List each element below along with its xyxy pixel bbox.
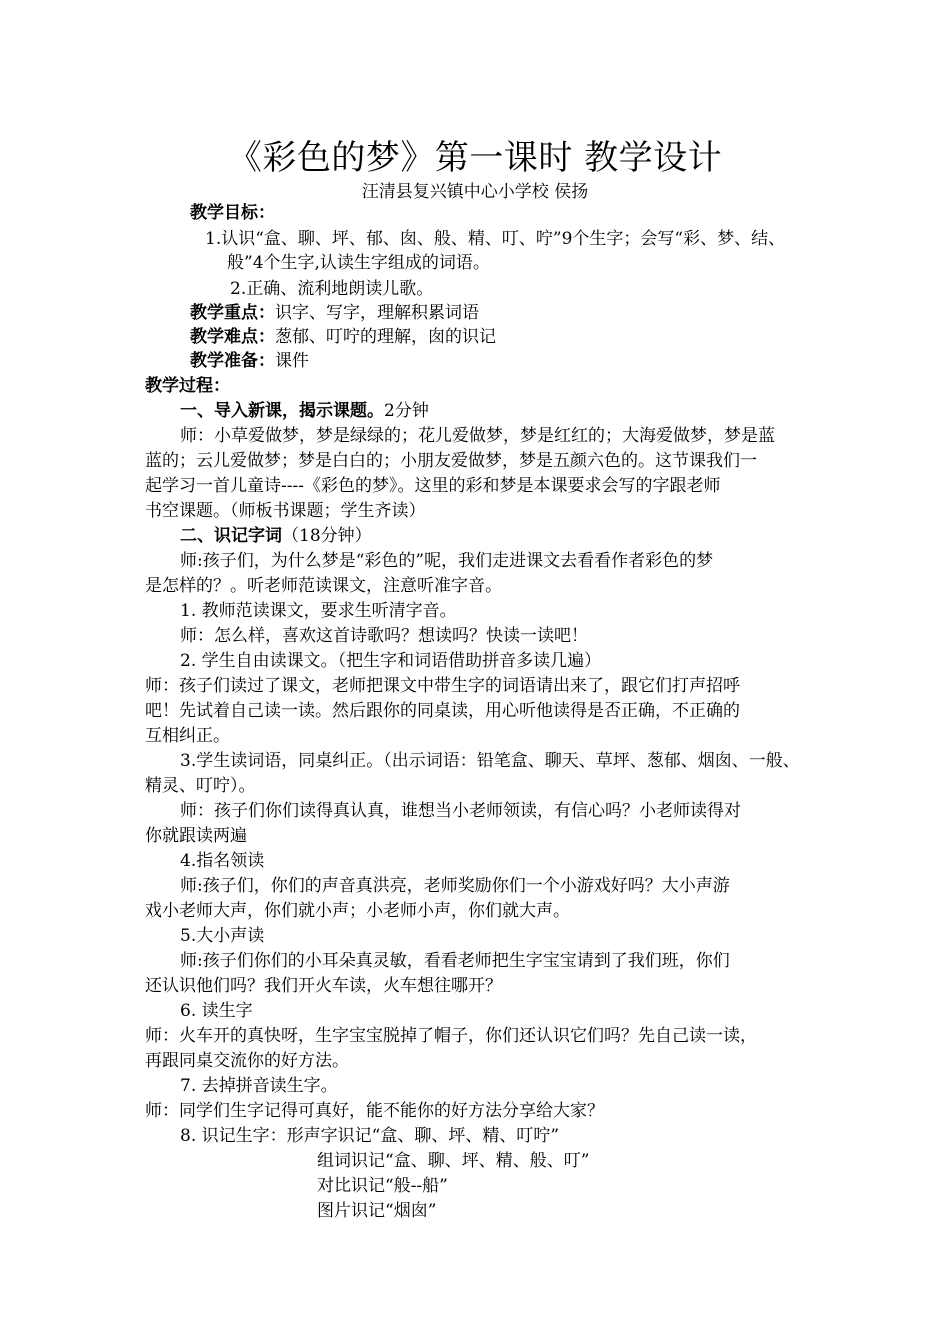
- paragraph-2-line-1: 师:孩子们，为什么梦是“彩色的”呢，我们走进课文去看看作者彩色的梦: [180, 551, 714, 571]
- preparation-text: 课件: [275, 351, 309, 371]
- paragraph-1-line-2: 蓝的；云儿爱做梦；梦是白白的；小朋友爱做梦，梦是五颜六色的。这节课我们一: [145, 451, 757, 471]
- section-1-heading-row: [180, 399, 429, 423]
- step-1-teacher: 师：怎么样，喜欢这首诗歌吗？想读吗？快读一读吧！: [180, 626, 588, 646]
- paragraph-7-line-2: 再跟同桌交流你的好方法。: [145, 1051, 349, 1071]
- section-1-time: 2分钟: [384, 401, 429, 421]
- preparation-row: [190, 349, 309, 373]
- paragraph-1-line-1: 师：小草爱做梦，梦是绿绿的；花儿爱做梦，梦是红红的；大海爱做梦，梦是蓝: [180, 426, 775, 446]
- section-2-heading-row: [180, 524, 372, 548]
- paragraph-6-line-1: 师:孩子们你们的小耳朵真灵敏，看看老师把生字宝宝请到了我们班，你们: [180, 951, 730, 971]
- step-5: 5.大小声读: [180, 926, 265, 946]
- document-subtitle: 汪清县复兴镇中心小学校 侯扬: [361, 182, 589, 202]
- step-1: 1. 教师范读课文，要求生听清字音。: [180, 601, 457, 621]
- paragraph-6-line-2: 还认识他们吗？我们开火车读，火车想往哪开？: [145, 976, 502, 996]
- step-3-line-1: 3.学生读词语，同桌纠正。（出示词语：铅笔盒、聊天、草坪、葱郁、烟囱、一般、: [180, 751, 800, 771]
- section-2-time: （18分钟）: [282, 526, 372, 546]
- preparation-label: 教学准备：: [190, 351, 275, 371]
- step-8-label: 8. 识记生字：: [180, 1126, 287, 1146]
- objective-2: 2.正确、流利地朗读儿歌。: [230, 279, 434, 299]
- paragraph-4-line-2: 你就跟读两遍: [145, 826, 247, 846]
- step-8-line-2: 组词识记“盒、聊、坪、精、般、叮”: [317, 1151, 590, 1171]
- paragraph-4-line-1: 师：孩子们你们读得真认真，谁想当小老师领读，有信心吗？小老师读得对: [180, 801, 741, 821]
- paragraph-3-line-1: 师：孩子们读过了课文，老师把课文中带生字的词语请出来了，跟它们打声招呼: [145, 676, 740, 696]
- paragraph-2-line-2: 是怎样的？。听老师范读课文，注意听准字音。: [145, 576, 502, 596]
- key-points-text: 识字、写字，理解积累词语: [275, 303, 479, 323]
- step-8-row: [180, 1124, 559, 1148]
- process-label: 教学过程：: [145, 376, 230, 396]
- step-8-line-4: 图片识记“烟囱”: [317, 1201, 437, 1221]
- paragraph-8: 师：同学们生字记得可真好，能不能你的好方法分享给大家？: [145, 1101, 604, 1121]
- step-4: 4.指名领读: [180, 851, 265, 871]
- key-points-label: 教学重点：: [190, 303, 275, 323]
- paragraph-7-line-1: 师：火车开的真快呀，生字宝宝脱掉了帽子，你们还认识它们吗？先自己读一读，: [145, 1026, 757, 1046]
- objective-1-line-1: 1.认识“盒、聊、坪、郁、囱、般、精、叮、咛”9个生字；会写“彩、梦、结、: [205, 229, 786, 249]
- key-points-row: [190, 301, 479, 325]
- objectives-label: 教学目标：: [190, 203, 275, 223]
- section-1-heading: 一、导入新课，揭示课题。: [180, 401, 384, 421]
- paragraph-3-line-2: 吧！先试着自己读一读。然后跟你的同桌读，用心听他读得是否正确，不正确的: [145, 701, 740, 721]
- paragraph-3-line-3: 互相纠正。: [145, 726, 230, 746]
- difficulties-label: 教学难点：: [190, 327, 275, 347]
- paragraph-5-line-1: 师:孩子们，你们的声音真洪亮，老师奖励你们一个小游戏好吗？大小声游: [180, 876, 730, 896]
- section-2-heading: 二、识记字词: [180, 526, 282, 546]
- step-7: 7. 去掉拼音读生字。: [180, 1076, 338, 1096]
- paragraph-1-line-3: 起学习一首儿童诗----《彩色的梦》。这里的彩和梦是本课要求会写的字跟老师: [145, 476, 721, 496]
- step-3-line-2: 精灵、叮咛）。: [145, 776, 256, 796]
- difficulties-text: 葱郁、叮咛的理解，囱的识记: [275, 327, 496, 347]
- step-8-line-3: 对比识记“般--船”: [317, 1176, 448, 1196]
- paragraph-1-line-4: 书空课题。（师板书课题；学生齐读）: [145, 501, 426, 521]
- difficulties-row: [190, 325, 496, 349]
- objective-1-line-2: 般”4个生字,认读生字组成的词语。: [227, 253, 490, 273]
- step-2: 2. 学生自由读课文。（把生字和词语借助拼音多读几遍）: [180, 651, 602, 671]
- step-6: 6. 读生字: [180, 1001, 253, 1021]
- paragraph-5-line-2: 戏小老师大声，你们就小声；小老师小声，你们就大声。: [145, 901, 570, 921]
- document-title: 《彩色的梦》第一课时 教学设计: [227, 138, 723, 178]
- step-8-line-1: 形声字识记“盒、聊、坪、精、叮咛”: [286, 1126, 560, 1146]
